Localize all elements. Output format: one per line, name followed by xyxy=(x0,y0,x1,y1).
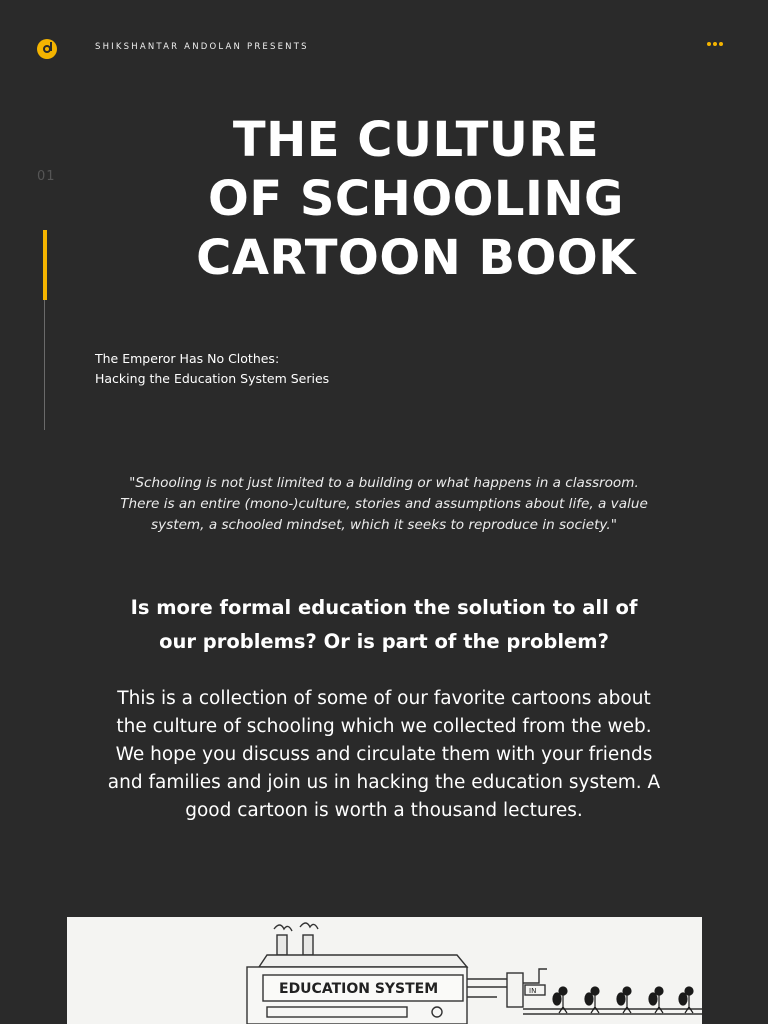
intro-paragraph xyxy=(88,685,680,825)
quote-line: "Schooling is not just limited to a building or what happens in a classroom. xyxy=(129,475,639,491)
title-line: CARTOON BOOK xyxy=(196,230,636,286)
body-line: This is a collection of some of our favorite cartoons about xyxy=(117,688,651,709)
cartoon-image xyxy=(67,917,702,1024)
key-question xyxy=(90,591,678,659)
quote-line: There is an entire (mono-)culture, stories and assumptions about life, a value xyxy=(120,496,648,512)
intake-label: IN xyxy=(529,987,537,995)
quote-line: system, a schooled mindset, which it seeks to reproduce in society." xyxy=(151,517,617,533)
title-line: OF SCHOOLING xyxy=(208,171,624,227)
body-line: the culture of schooling which we collected from the web. xyxy=(116,716,652,737)
subtitle-line: The Emperor Has No Clothes: xyxy=(95,351,280,366)
series-subtitle xyxy=(95,349,329,389)
education-machine-illustration xyxy=(67,917,702,1024)
body-line: We hope you discuss and circulate them with your friends xyxy=(115,744,653,765)
more-dots-icon[interactable] xyxy=(707,42,723,46)
title-line: THE CULTURE xyxy=(232,112,600,168)
body-line: and families and join us in hacking the education system. A xyxy=(107,772,661,793)
pull-quote xyxy=(90,473,678,536)
question-line: Is more formal education the solution to all of xyxy=(130,596,638,619)
page-number: 01 xyxy=(37,169,56,184)
progress-fill xyxy=(43,230,47,300)
presenter-label: SHIKSHANTAR ANDOLAN PRESENTS xyxy=(95,42,309,52)
d-circle-logo-icon[interactable] xyxy=(37,39,57,59)
page-title xyxy=(150,111,682,288)
machine-label: EDUCATION SYSTEM xyxy=(279,981,439,997)
subtitle-line: Hacking the Education System Series xyxy=(95,371,330,386)
body-line: good cartoon is worth a thousand lectures. xyxy=(185,800,583,821)
question-line: our problems? Or is part of the problem? xyxy=(159,630,609,653)
